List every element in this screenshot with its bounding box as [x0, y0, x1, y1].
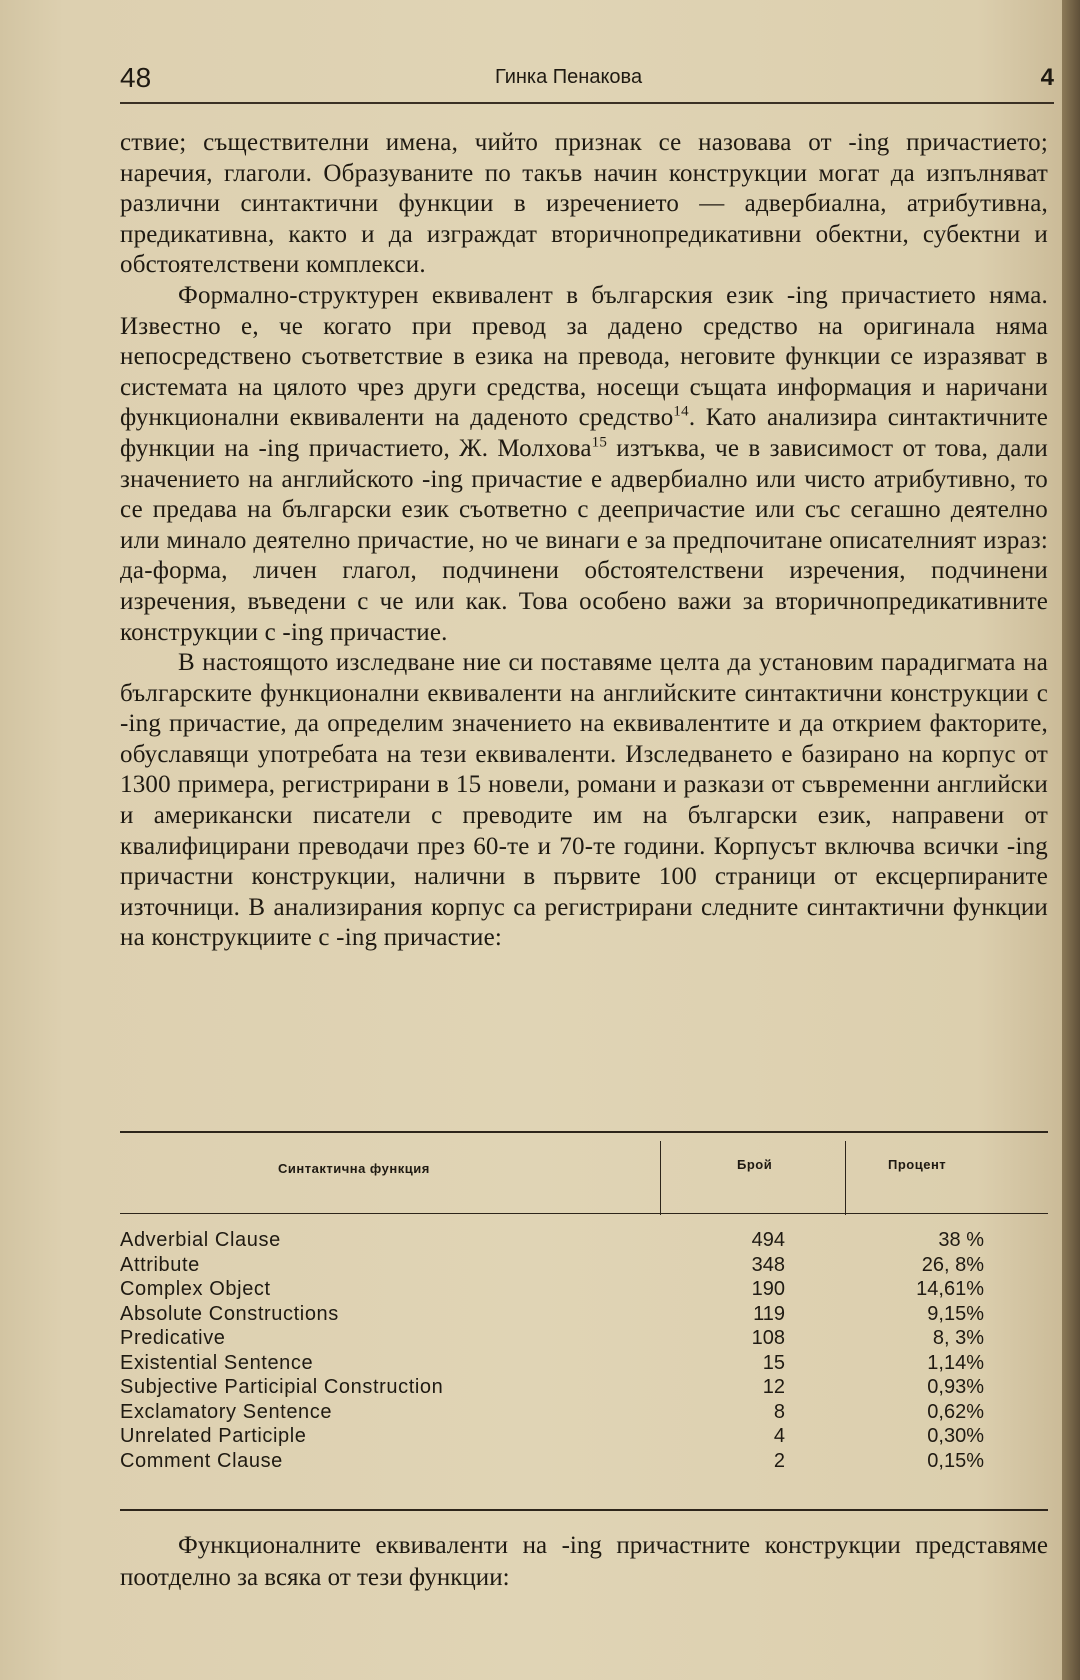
table-row — [120, 1401, 1048, 1426]
table-row — [120, 1352, 1048, 1377]
percent-cell: 38 % — [938, 1229, 984, 1251]
page-header — [120, 62, 1054, 104]
table-header — [120, 1133, 1048, 1213]
count-cell: 108 — [751, 1327, 785, 1349]
closing-paragraph: Функционалните еквиваленти на -ing причастните конструкции представяме поотделно за всяка от тези функции: — [120, 1532, 1048, 1591]
footnote-ref-14: 14 — [673, 404, 689, 421]
function-cell: Comment Clause — [120, 1449, 283, 1472]
percent-cell: 26, 8% — [921, 1253, 984, 1276]
percent-cell: 14,61% — [916, 1278, 984, 1300]
function-cell: Absolute Constructions — [120, 1302, 339, 1325]
paragraph-2 — [120, 281, 1048, 648]
paragraph-2-part-a: Формално-структурен еквивалент в българския език -ing причастието няма. Известно е, че когато при превод за дадено средство на оригинала няма непосредствено съответствие в езика на превода, неговите функции се изразяват в системата на цялото чрез други средства, носещи същата информация и наричани функционални еквиваленти на даденото средство — [120, 281, 1048, 432]
percent-cell: 0,93% — [927, 1376, 984, 1398]
page-number: 48 — [120, 62, 152, 93]
table-row — [120, 1450, 1048, 1475]
count-cell: 4 — [773, 1425, 785, 1447]
table-row — [120, 1229, 1048, 1254]
book-page-edge — [1062, 0, 1080, 1680]
paragraph-3: В настоящото изследване ние си поставяме целта да установим парадигмата на българските функционални еквиваленти на английските синтактични конструкции с -ing причастие, да определим значението на еквивалентите и да открием факторите, обуславящи употребата на тези еквиваленти. Изследването е базирано на корпус от 1300 примера, регистрирани в 15 новели, романи и разкази от съвременни английски и американски писатели с преводите им на български език, направени от квалифицирани преводачи през 60-те и 70-те години. Корпусът включва всички -ing причастни конструкции, налични в първите 100 страници от ексцерпираните източници. В анализирания корпус са регистрирани следните синтактични функции на конструкциите с -ing причастие: — [120, 649, 1048, 952]
closing-text — [120, 1530, 1048, 1594]
header-percent: Процент — [888, 1157, 947, 1172]
table-row — [120, 1425, 1048, 1450]
percent-cell: 8, 3% — [932, 1327, 984, 1349]
table-row — [120, 1327, 1048, 1352]
function-cell: Unrelated Participle — [120, 1425, 307, 1447]
footnote-ref-15: 15 — [591, 434, 608, 451]
count-cell: 494 — [751, 1229, 785, 1251]
table-bottom-rule — [120, 1509, 1048, 1511]
count-cell: 2 — [773, 1449, 785, 1472]
column-divider — [660, 1141, 661, 1215]
count-cell: 15 — [762, 1351, 785, 1374]
count-cell: 12 — [762, 1376, 785, 1398]
function-cell: Exclamatory Sentence — [120, 1400, 333, 1423]
column-divider — [845, 1141, 846, 1215]
table-header-rule — [120, 1213, 1048, 1214]
percent-cell: 1,14% — [927, 1351, 984, 1374]
paragraph-2-part-b: . Като анализира синтактичните функции на -ing причастието, Ж. Молхова — [120, 404, 1048, 462]
percent-cell: 0,15% — [927, 1449, 984, 1472]
header-count: Брой — [737, 1157, 773, 1172]
function-cell: Attribute — [120, 1253, 200, 1276]
function-cell: Complex Object — [120, 1278, 271, 1300]
function-cell: Predicative — [120, 1327, 226, 1349]
running-head: Гинка Пенакова — [495, 66, 643, 88]
percent-cell: 9,15% — [927, 1302, 984, 1325]
table-row — [120, 1376, 1048, 1401]
header-function: Синтактична функция — [278, 1161, 430, 1176]
percent-cell: 0,30% — [927, 1425, 984, 1447]
count-cell: 348 — [751, 1253, 785, 1276]
count-cell: 190 — [751, 1278, 785, 1300]
count-cell: 119 — [753, 1302, 785, 1325]
table-row — [120, 1254, 1048, 1279]
syntactic-functions-table — [120, 1131, 1048, 1474]
function-cell: Adverbial Clause — [120, 1229, 281, 1251]
function-cell: Subjective Participial Construction — [120, 1376, 444, 1398]
corner-mark: 4 — [1040, 64, 1054, 91]
percent-cell: 0,62% — [927, 1400, 984, 1423]
paragraph-2-part-c: изтъква, че в зависимост от това, дали значението на английското -ing причастие е адвербиално или чисто атрибутивно, то се предава на български език съответно с деепричастие или със сегашно деятелно или минало деятелно причастие, но че винаги е за предпочитане описателният израз: да-форма, личен глагол, подчинени обстоятелствени изречения, подчинени изречения, въведени с че или как. Това особено важи за вторичнопредикативните конструкции с -ing причастие. — [120, 434, 1048, 646]
table-row — [120, 1278, 1048, 1303]
count-cell: 8 — [773, 1400, 785, 1423]
table-row — [120, 1303, 1048, 1328]
body-text — [120, 128, 1048, 954]
table-body — [120, 1229, 1048, 1474]
paragraph-1: ствие; съществителни имена, чийто признак се назовава от -ing причастието; наречия, глаголи. Образуваните по такъв начин конструкции могат да изпълняват различни синтактични функции в изречението — адвербиална, атрибутивна, предикативна, както и да изграждат вторичнопредикативни обектни, субектни и обстоятелствени комплекси. — [120, 129, 1048, 279]
function-cell: Existential Sentence — [120, 1351, 314, 1374]
